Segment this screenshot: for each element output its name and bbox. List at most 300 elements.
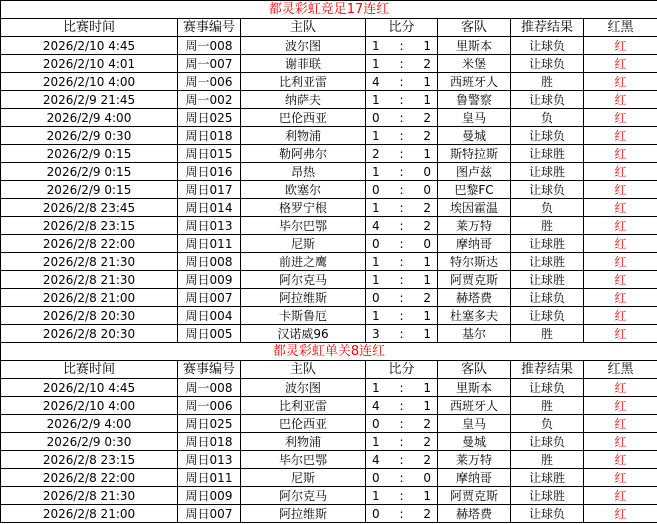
table-row [1, 433, 657, 451]
recommendation: 让球胜 [511, 487, 584, 505]
table-row [1, 55, 657, 73]
match-code: 周日009 [178, 271, 241, 289]
away-score: 1 [423, 308, 431, 323]
away-team: 曼城 [438, 127, 511, 145]
score-separator: : [399, 434, 404, 449]
away-team: 赫塔费 [438, 505, 511, 523]
score-separator: : [399, 182, 404, 197]
header-home: 主队 [241, 19, 366, 37]
result-badge: 红 [584, 163, 657, 181]
away-team: 里斯本 [438, 379, 511, 397]
away-team: 基尔 [438, 325, 511, 343]
home-team: 利物浦 [241, 433, 366, 451]
home-score: 1 [372, 128, 380, 143]
home-team: 波尔图 [241, 379, 366, 397]
recommendation: 负 [511, 109, 584, 127]
score-separator: : [399, 128, 404, 143]
match-time: 2026/2/8 22:00 [1, 469, 178, 487]
table-body [1, 1, 657, 523]
score-separator: : [399, 452, 404, 467]
score [366, 74, 437, 90]
recommendation: 让球负 [511, 379, 584, 397]
score-cell [366, 109, 438, 127]
home-score: 0 [372, 290, 380, 305]
score-separator: : [399, 38, 404, 53]
match-code: 周一008 [178, 379, 241, 397]
section-title-row [1, 1, 657, 19]
match-time: 2026/2/9 0:30 [1, 127, 178, 145]
away-score: 1 [423, 272, 431, 287]
away-score: 2 [423, 506, 431, 521]
recommendation: 让球胜 [511, 253, 584, 271]
score-cell [366, 325, 438, 343]
score-cell [366, 37, 438, 55]
home-team: 格罗宁根 [241, 199, 366, 217]
table-row [1, 199, 657, 217]
table-row [1, 469, 657, 487]
table-row [1, 109, 657, 127]
header-row [1, 361, 657, 379]
table-row [1, 163, 657, 181]
match-time: 2026/2/9 21:45 [1, 91, 178, 109]
match-code: 周一007 [178, 55, 241, 73]
table-row [1, 253, 657, 271]
table-row [1, 379, 657, 397]
score-separator: : [399, 200, 404, 215]
score-separator: : [399, 236, 404, 251]
away-score: 1 [423, 398, 431, 413]
match-code: 周日018 [178, 127, 241, 145]
match-time: 2026/2/8 23:45 [1, 199, 178, 217]
header-home: 主队 [241, 361, 366, 379]
home-score: 1 [372, 92, 380, 107]
away-score: 2 [423, 110, 431, 125]
away-score: 1 [423, 488, 431, 503]
away-team: 西班牙人 [438, 397, 511, 415]
away-team: 皇马 [438, 109, 511, 127]
home-team: 勒阿弗尔 [241, 145, 366, 163]
score [366, 416, 437, 432]
recommendation: 胜 [511, 73, 584, 91]
score-separator: : [399, 506, 404, 521]
away-team: 西班牙人 [438, 73, 511, 91]
match-time: 2026/2/9 0:15 [1, 145, 178, 163]
section-title: 都灵彩虹竞足17连红 [1, 1, 657, 19]
recommendation: 让球负 [511, 307, 584, 325]
home-score: 1 [372, 272, 380, 287]
score-cell [366, 163, 438, 181]
score-separator: : [399, 110, 404, 125]
score-cell [366, 145, 438, 163]
table-row [1, 505, 657, 523]
match-time: 2026/2/8 21:30 [1, 271, 178, 289]
score-cell [366, 217, 438, 235]
recommendation: 让球负 [511, 37, 584, 55]
match-code: 周日008 [178, 253, 241, 271]
result-badge: 红 [584, 181, 657, 199]
header-score: 比分 [366, 361, 438, 379]
result-badge: 红 [584, 433, 657, 451]
match-time: 2026/2/8 23:15 [1, 217, 178, 235]
match-code: 周日009 [178, 487, 241, 505]
score-separator: : [399, 92, 404, 107]
score-separator: : [399, 416, 404, 431]
match-time: 2026/2/8 21:30 [1, 253, 178, 271]
score-cell [366, 235, 438, 253]
match-code: 周日025 [178, 415, 241, 433]
score [366, 110, 437, 126]
match-code: 周日004 [178, 307, 241, 325]
home-team: 巴伦西亚 [241, 109, 366, 127]
header-away: 客队 [438, 361, 511, 379]
home-team: 谢菲联 [241, 55, 366, 73]
away-score: 1 [423, 38, 431, 53]
result-badge: 红 [584, 253, 657, 271]
score-separator: : [399, 164, 404, 179]
score-cell [366, 199, 438, 217]
home-score: 1 [372, 254, 380, 269]
score-separator: : [399, 74, 404, 89]
score [366, 236, 437, 252]
score-separator: : [399, 146, 404, 161]
table-row [1, 73, 657, 91]
home-score: 0 [372, 182, 380, 197]
home-team: 纳萨夫 [241, 91, 366, 109]
table-row [1, 307, 657, 325]
home-score: 3 [372, 326, 380, 341]
table-row [1, 325, 657, 343]
score [366, 506, 437, 522]
table-row [1, 91, 657, 109]
away-team: 里斯本 [438, 37, 511, 55]
away-score: 0 [423, 470, 431, 485]
away-team: 特尔斯达 [438, 253, 511, 271]
match-time: 2026/2/8 21:30 [1, 487, 178, 505]
match-code: 周一006 [178, 73, 241, 91]
score-cell [366, 487, 438, 505]
recommendation: 让球胜 [511, 469, 584, 487]
score-separator: : [399, 488, 404, 503]
home-score: 1 [372, 434, 380, 449]
result-badge: 红 [584, 469, 657, 487]
score-separator: : [399, 272, 404, 287]
match-code: 周日005 [178, 325, 241, 343]
table-row [1, 235, 657, 253]
score [366, 326, 437, 342]
home-team: 比利亚雷 [241, 397, 366, 415]
result-badge: 红 [584, 127, 657, 145]
score-separator: : [399, 218, 404, 233]
score-cell [366, 91, 438, 109]
score-separator: : [399, 326, 404, 341]
result-badge: 红 [584, 55, 657, 73]
score [366, 272, 437, 288]
match-time: 2026/2/10 4:00 [1, 397, 178, 415]
away-score: 1 [423, 146, 431, 161]
header-result: 红黑 [584, 361, 657, 379]
home-score: 1 [372, 164, 380, 179]
table-row [1, 37, 657, 55]
score [366, 254, 437, 270]
score-cell [366, 415, 438, 433]
home-score: 1 [372, 38, 380, 53]
away-team: 皇马 [438, 415, 511, 433]
away-team: 莱万特 [438, 451, 511, 469]
result-badge: 红 [584, 415, 657, 433]
score [366, 470, 437, 486]
home-score: 4 [372, 74, 380, 89]
score [366, 434, 437, 450]
recommendation: 让球负 [511, 55, 584, 73]
away-score: 1 [423, 254, 431, 269]
score [366, 488, 437, 504]
result-badge: 红 [584, 199, 657, 217]
table-row [1, 181, 657, 199]
match-time: 2026/2/8 21:00 [1, 289, 178, 307]
score-cell [366, 253, 438, 271]
match-code: 周日015 [178, 145, 241, 163]
home-score: 1 [372, 380, 380, 395]
match-code: 周日013 [178, 451, 241, 469]
match-time: 2026/2/8 23:15 [1, 451, 178, 469]
away-score: 2 [423, 416, 431, 431]
match-code: 周日011 [178, 469, 241, 487]
score-cell [366, 451, 438, 469]
recommendation: 让球胜 [511, 235, 584, 253]
home-team: 汉诺威96 [241, 325, 366, 343]
header-score: 比分 [366, 19, 438, 37]
home-team: 前进之鹰 [241, 253, 366, 271]
table-row [1, 217, 657, 235]
match-code: 周日013 [178, 217, 241, 235]
score-separator: : [399, 254, 404, 269]
away-team: 斯特拉斯 [438, 145, 511, 163]
away-team: 鲁警察 [438, 91, 511, 109]
header-time: 比赛时间 [1, 19, 178, 37]
away-score: 0 [423, 182, 431, 197]
match-time: 2026/2/9 0:30 [1, 433, 178, 451]
table-row [1, 487, 657, 505]
result-badge: 红 [584, 271, 657, 289]
table-row [1, 415, 657, 433]
match-time: 2026/2/10 4:45 [1, 379, 178, 397]
home-team: 卡斯鲁厄 [241, 307, 366, 325]
score-separator: : [399, 380, 404, 395]
recommendation: 胜 [511, 217, 584, 235]
result-badge: 红 [584, 145, 657, 163]
match-time: 2026/2/10 4:45 [1, 37, 178, 55]
result-badge: 红 [584, 37, 657, 55]
score-cell [366, 397, 438, 415]
recommendation: 让球负 [511, 505, 584, 523]
recommendation: 让球负 [511, 433, 584, 451]
home-team: 欧塞尔 [241, 181, 366, 199]
home-score: 1 [372, 56, 380, 71]
result-badge: 红 [584, 397, 657, 415]
home-score: 0 [372, 470, 380, 485]
result-badge: 红 [584, 379, 657, 397]
score-separator: : [399, 308, 404, 323]
away-score: 2 [423, 434, 431, 449]
match-code: 周日018 [178, 433, 241, 451]
score [366, 200, 437, 216]
home-score: 0 [372, 236, 380, 251]
score-separator: : [399, 56, 404, 71]
away-team: 图卢兹 [438, 163, 511, 181]
result-badge: 红 [584, 307, 657, 325]
home-team: 阿尔克马 [241, 487, 366, 505]
home-team: 昂热 [241, 163, 366, 181]
away-team: 阿贾克斯 [438, 271, 511, 289]
home-team: 尼斯 [241, 469, 366, 487]
header-away: 客队 [438, 19, 511, 37]
recommendation: 让球胜 [511, 163, 584, 181]
away-score: 2 [423, 218, 431, 233]
home-team: 毕尔巴鄂 [241, 451, 366, 469]
home-score: 1 [372, 308, 380, 323]
home-score: 4 [372, 398, 380, 413]
home-team: 阿拉维斯 [241, 505, 366, 523]
match-time: 2026/2/10 4:00 [1, 73, 178, 91]
home-score: 1 [372, 488, 380, 503]
result-badge: 红 [584, 235, 657, 253]
home-score: 4 [372, 218, 380, 233]
score-separator: : [399, 290, 404, 305]
match-code: 周一002 [178, 91, 241, 109]
score [366, 164, 437, 180]
match-time: 2026/2/8 20:30 [1, 307, 178, 325]
recommendation: 负 [511, 199, 584, 217]
score [366, 146, 437, 162]
home-score: 2 [372, 146, 380, 161]
header-tip: 推荐结果 [511, 19, 584, 37]
result-badge: 红 [584, 73, 657, 91]
recommendation: 胜 [511, 451, 584, 469]
home-score: 4 [372, 452, 380, 467]
away-team: 摩纳哥 [438, 235, 511, 253]
score-separator: : [399, 470, 404, 485]
match-code: 周日014 [178, 199, 241, 217]
match-time: 2026/2/8 20:30 [1, 325, 178, 343]
score-cell [366, 271, 438, 289]
match-code: 周日007 [178, 289, 241, 307]
match-time: 2026/2/9 0:15 [1, 163, 178, 181]
score-cell [366, 289, 438, 307]
header-code: 赛事编号 [178, 361, 241, 379]
result-badge: 红 [584, 109, 657, 127]
match-time: 2026/2/9 0:15 [1, 181, 178, 199]
home-score: 0 [372, 110, 380, 125]
away-team: 杜塞多夫 [438, 307, 511, 325]
score-cell [366, 469, 438, 487]
away-team: 赫塔费 [438, 289, 511, 307]
match-time: 2026/2/8 22:00 [1, 235, 178, 253]
score-cell [366, 307, 438, 325]
away-team: 莱万特 [438, 217, 511, 235]
away-score: 2 [423, 452, 431, 467]
score [366, 92, 437, 108]
table-row [1, 145, 657, 163]
score [366, 290, 437, 306]
home-team: 波尔图 [241, 37, 366, 55]
away-score: 1 [423, 326, 431, 341]
match-code: 周日016 [178, 163, 241, 181]
section-title-row [1, 343, 657, 361]
recommendation: 让球胜 [511, 145, 584, 163]
home-team: 阿尔克马 [241, 271, 366, 289]
match-time: 2026/2/10 4:01 [1, 55, 178, 73]
home-team: 阿拉维斯 [241, 289, 366, 307]
score-cell [366, 379, 438, 397]
score-cell [366, 433, 438, 451]
header-tip: 推荐结果 [511, 361, 584, 379]
away-score: 1 [423, 74, 431, 89]
result-badge: 红 [584, 91, 657, 109]
away-score: 2 [423, 56, 431, 71]
match-time: 2026/2/9 4:00 [1, 109, 178, 127]
away-team: 摩纳哥 [438, 469, 511, 487]
home-team: 尼斯 [241, 235, 366, 253]
score-cell [366, 55, 438, 73]
table-row [1, 451, 657, 469]
away-team: 曼城 [438, 433, 511, 451]
home-team: 利物浦 [241, 127, 366, 145]
away-team: 阿贾克斯 [438, 487, 511, 505]
result-badge: 红 [584, 487, 657, 505]
home-score: 0 [372, 416, 380, 431]
score [366, 218, 437, 234]
away-score: 1 [423, 380, 431, 395]
away-team: 米堡 [438, 55, 511, 73]
result-badge: 红 [584, 505, 657, 523]
home-score: 0 [372, 506, 380, 521]
header-time: 比赛时间 [1, 361, 178, 379]
header-row [1, 19, 657, 37]
score [366, 128, 437, 144]
home-team: 巴伦西亚 [241, 415, 366, 433]
score [366, 452, 437, 468]
match-code: 周一006 [178, 397, 241, 415]
header-result: 红黑 [584, 19, 657, 37]
recommendation: 让球胜 [511, 271, 584, 289]
match-code: 周一008 [178, 37, 241, 55]
score [366, 56, 437, 72]
recommendation: 胜 [511, 397, 584, 415]
match-code: 周日011 [178, 235, 241, 253]
score-cell [366, 505, 438, 523]
match-code: 周日025 [178, 109, 241, 127]
home-team: 比利亚雷 [241, 73, 366, 91]
result-badge: 红 [584, 289, 657, 307]
match-time: 2026/2/9 4:00 [1, 415, 178, 433]
away-score: 1 [423, 92, 431, 107]
table-row [1, 127, 657, 145]
recommendation: 让球负 [511, 289, 584, 307]
recommendation: 让球负 [511, 91, 584, 109]
away-team: 巴黎FC [438, 181, 511, 199]
score [366, 182, 437, 198]
score [366, 398, 437, 414]
table-row [1, 289, 657, 307]
score-cell [366, 181, 438, 199]
score [366, 308, 437, 324]
result-badge: 红 [584, 217, 657, 235]
away-score: 2 [423, 290, 431, 305]
result-badge: 红 [584, 325, 657, 343]
recommendation: 负 [511, 415, 584, 433]
away-score: 0 [423, 164, 431, 179]
table-row [1, 271, 657, 289]
